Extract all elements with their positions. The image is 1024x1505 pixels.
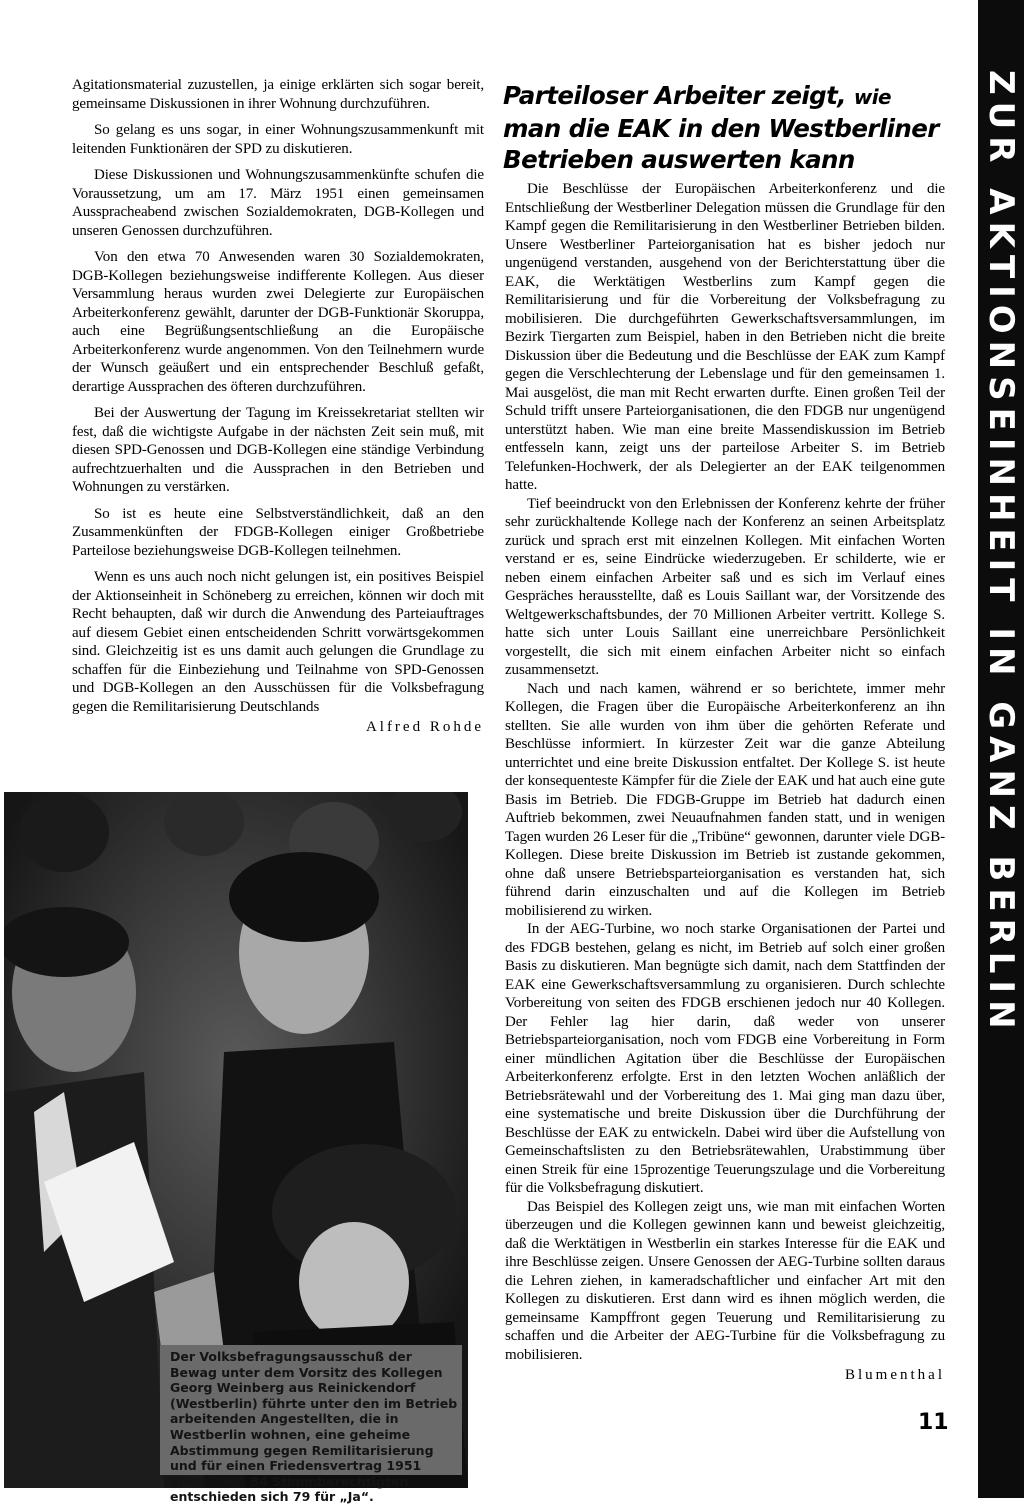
headline-line-2: man die EAK in den Westberliner: [503, 114, 939, 143]
headline-line-3: Betrieben auswerten kann: [503, 145, 855, 174]
left-paragraph-1: Agitationsmaterial zuzustellen, ja einige erklärten sich sogar bereit, gemeinsame Diskussionen in ihrer Wohnung durchzuführen.: [72, 77, 484, 112]
article-headline: [503, 80, 963, 175]
author-signature-left: Alfred Rohde: [365, 719, 484, 735]
left-paragraph-6: So ist es heute eine Selbstverständlichkeit, daß an den Zusammenkünften der FDGB-Kollegen einiger Großbetriebe Parteilose beziehungsweise DGB-Kollegen teilnehmen.: [72, 505, 484, 559]
left-paragraph-5: Bei der Auswertung der Tagung im Kreissekretariat stellten wir fest, daß die wichtigste Aufgabe in der nächsten Zeit sein muß, mit diesen SPD-Genossen und DGB-Kollegen eine ständige Verbindung aufrechtzuerhalten und die Aussprachen in den Betrieben und Wohnungen zu verstärken.: [72, 405, 484, 495]
right-paragraph-5: Das Beispiel des Kollegen zeigt uns, wie man mit einfachen Worten überzeugen und die Kollegen gewinnen kann und beweist gleichzeitig, daß die Werktätigen in Westberlin ein starkes Interesse für die EAK und ihre Beschlüsse zeigen. Unsere Genossen der AEG-Turbine sollten daraus die Lehren ziehen, in kameradschaftlicher und einfacher Art mit den Kollegen zu diskutieren. Erst dann wird es ihnen möglich werden, die gemeinsame Kampffront gegen Teuerung und Remilitarisierung zu schaffen und die Arbeiter der AEG-Turbine für die Volksbefragung zu mobilisieren.: [505, 1198, 945, 1363]
headline-line-1: Parteiloser Arbeiter zeigt,: [503, 81, 846, 110]
left-paragraph-7: Wenn es uns auch noch nicht gelungen ist, ein positives Beispiel der Aktionseinheit in Schöneberg zu erreichen, können wir doch mit Recht behaupten, daß wir durch die Anwendung des Parteiauftrages auf diesem Gebiet einen entscheidenden Schritt vorwärtsgekommen sind. Gleichzeitig ist es uns damit auch gelungen die Grundlage zu schaffen für die Einbeziehung und Teilnahme von SPD-Genossen und DGB-Kollegen an den Ausschüssen für die Volksbefragung gegen die Remilitarisierung Deutschlands: [72, 569, 484, 715]
left-paragraph-4: Von den etwa 70 Anwesenden waren 30 Sozialdemokraten, DGB-Kollegen beziehungsweise indifferente Kollegen. Aus dieser Versammlung heraus wurden zwei Delegierte zur Europäischen Arbeiterkonferenz gewählt, darunter der DGB-Funktionär Skoruppa, auch eine Begrüßungsentschließung an die Europäische Arbeiterkonferenz wurde angenommen. Von den Teilnehmern wurde der Wunsch geäußert und ein entsprechender Beschluß gefaßt, derartige Aussprachen des öfteren durchzuführen.: [72, 249, 484, 395]
right-paragraph-2: Tief beeindruckt von den Erlebnissen der Konferenz kehrte der früher sehr zurückhaltende Kollege nach der Konferenz an seinen Arbeitsplatz zurück und sprach erst mit einzelnen Kollegen. Mit einfachen Worten verstand er es, seine Eindrücke wiederzugeben. Er schilderte, wie er neben einem einfachen Arbeiter saß und es sich im Verlauf eines Gespräches herausstellte, daß es Louis Saillant war, der Vorsitzende des Weltgewerkschaftsbundes, der 70 Millionen Arbeiter vertritt. Kollege S. hatte sich unter Louis Saillant eine unerreichbare Persönlichkeit vorgestellt, die sich mit einem einfachen Arbeiter nicht so einfach zusammensetzt.: [505, 495, 945, 678]
right-paragraph-1: Die Beschlüsse der Europäischen Arbeiterkonferenz und die Entschließung der Westberliner Delegation müssen die Grundlage für den Kampf gegen die Remilitarisierung in den Westberliner Betrieben bilden. Unsere Westberliner Parteiorganisation hat es bisher jedoch nur ungenügend verstanden, ausgehend von der Berichterstattung über die EAK, die Werktätigen Westberlins zum Kampf gegen die Remilitarisierung und für die Vorbereitung der Volksbefragung zu mobilisieren. Die durchgeführten Gewerkschaftsversammlungen, im Bezirk Tiergarten zum Beispiel, haben in den Betrieben nicht die breite Diskussion über die Bedeutung und die Beschlüsse der EAK zum Kampf gegen die Verschlechterung der Lebenslage und für den gemeinsamen 1. Mai ausgelöst, die man mit Recht erwarten durfte. Einen großen Teil der Schuld trifft unsere Parteiorganisationen, die den FDGB nur ungenügend unterstützt haben. Wie man eine breite Massendiskussion im Betrieb entfesseln kann, zeigt uns der parteilose Arbeiter S. im Betrieb Telefunken-Hochwerk, der als Delegierter an der EAK teilgenommen hatte.: [505, 181, 945, 493]
right-article-column: [505, 180, 945, 1385]
author-signature-right: Blumenthal: [845, 1367, 945, 1383]
photo-caption: Der Volksbefragungsausschuß der Bewag unter dem Vorsitz des Kollegen Georg Weinberg aus Reinickendorf (Westberlin) führte unter den im Betrieb arbeitenden Angestellten, die in Westberlin wohnen, eine geheime Abstimmung gegen Remilitarisierung und für einen Friedensvertrag 1951 durch. Von 84 Stimmberechtigten entschieden sich 79 für „Ja“.: [170, 1349, 458, 1505]
left-article-column: [72, 76, 484, 737]
side-banner: [978, 0, 1024, 1498]
headline-line-1-tail: wie: [853, 85, 891, 109]
left-paragraph-3: Diese Diskussionen und Wohnungszusammenkünfte schufen die Voraussetzung, um am 17. März 1951 einen gemeinsamen Ausspracheabend zwischen Sozialdemokraten, DGB-Kollegen und unseren Genossen durchzuführen.: [72, 167, 484, 239]
left-paragraph-2: So gelang es uns sogar, in einer Wohnungszusammenkunft mit leitenden Funktionären der SPD zu diskutieren.: [72, 122, 484, 157]
right-paragraph-4: In der AEG-Turbine, wo noch starke Organisationen der Partei und des FDGB bestehen, gelang es nicht, im Betrieb auf solch einer großen Basis zu diskutieren. Man begnügte sich damit, nach dem Stattfinden der EAK eine Gewerkschaftsversammlung zu organisieren. Durch schlechte Vorbereitung von seiten des FDGB erschienen jedoch nur 40 Kollegen. Der Fehler lag hier darin, daß weder von unserer Betriebsparteiorganisation, noch vom FDGB eine Vorbereitung in Form einer mündlichen Agitation über die Beschlüsse der Europäischen Arbeiterkonferenz erfolgte. Erst in den letzten Wochen anläßlich der Betriebsrätewahl und der Vorbereitung des 1. Mai ging man dazu über, eine systematische und breite Diskussion über die Durchführung der Beschlüsse der EAK zu entwickeln. Dabei wird über die Aufstellung von Gemeinschaftslisten zu den Betriebsrätewahlen, Urabstimmung über einen Streik für eine 15prozentige Teuerungszulage und die Vorbereitung für die Volksbefragung diskutiert.: [505, 921, 945, 1196]
right-paragraph-3: Nach und nach kamen, während er so berichtete, immer mehr Kollegen, die Fragen über die Europäische Arbeiterkonferenz an ihn stellten. Sie alle wurden von ihm über die gehörten Referate und Beschlüsse informiert. In kürzester Zeit war die ganze Abteilung unterrichtet und eine breite Diskussion entfaltet. Der Kollege S. ist heute der konsequenteste Kämpfer für die Ziele der EAK und hat auch eine gute Basis im Betrieb. Die FDGB-Gruppe im Betrieb hat dadurch einen Auftrieb bekommen, zwei Neuaufnahmen fanden statt, und in wenigen Tagen wurden 26 Leser für die „Tribüne“ gewonnen, darunter viele DGB-Kollegen. Diese breite Diskussion im Betrieb ist zustande gekommen, ohne daß unsere Betriebsparteiorganisation es verstanden hat, sich führend darin einzuschalten und auf die Kollegen im Betrieb mobilisierend zu wirken.: [505, 680, 945, 919]
page-number: 11: [918, 1410, 949, 1435]
side-banner-text: ZUR AKTIONSEINHEIT IN GANZ BERLIN: [981, 70, 1021, 1036]
